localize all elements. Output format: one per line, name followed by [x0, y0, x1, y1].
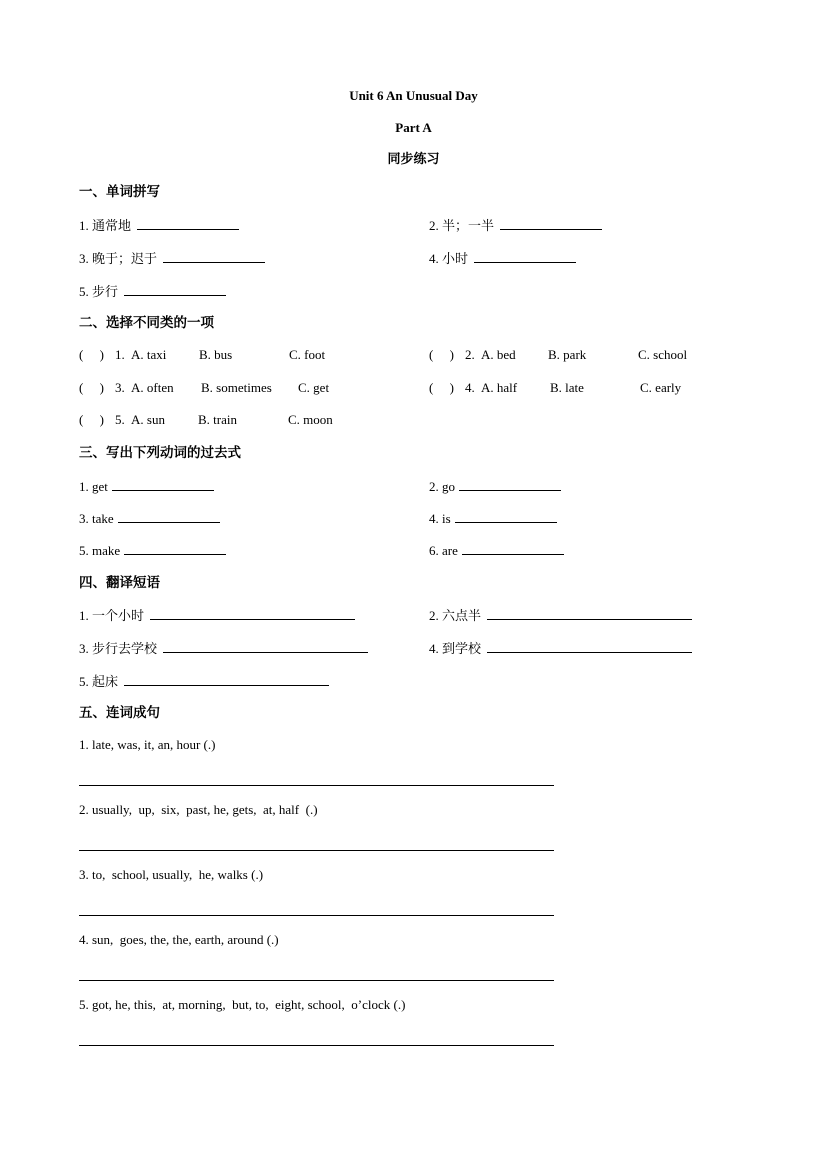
s1-item-5-text: 步行 — [92, 285, 119, 300]
s2-item-2-a: A. bed — [481, 347, 516, 362]
s1-item-3-text: 晚于；迟于 — [92, 252, 158, 267]
s3-item-5 — [79, 542, 226, 559]
s2-item-2-paren[interactable]: ( ) — [429, 347, 454, 362]
s2-item-2 — [429, 347, 475, 363]
s1-item-5 — [79, 283, 226, 301]
s4-item-5-blank[interactable] — [124, 673, 329, 686]
s4-item-5 — [79, 673, 329, 691]
s1-item-3-num: 3. — [79, 251, 89, 266]
s4-item-2 — [429, 607, 692, 625]
s4-item-4 — [429, 640, 692, 658]
section2-heading: 二、选择不同类的一项 — [79, 315, 214, 331]
s3-item-4-label: 4. is — [429, 511, 451, 526]
s3-item-5-blank[interactable] — [124, 542, 226, 555]
section4-heading: 四、翻译短语 — [79, 575, 160, 591]
s4-item-1-num: 1. — [79, 608, 89, 623]
s1-item-4-num: 4. — [429, 251, 439, 266]
s4-item-4-blank[interactable] — [487, 640, 692, 653]
s3-item-1-blank[interactable] — [112, 478, 214, 491]
s2-item-4-c: C. early — [640, 380, 682, 395]
s4-item-2-num: 2. — [429, 608, 439, 623]
s4-item-2-blank[interactable] — [487, 607, 692, 620]
s4-item-5-text: 起床 — [92, 675, 119, 690]
s2-item-4 — [429, 380, 475, 396]
s1-item-3 — [79, 250, 265, 268]
s2-item-5-c: C. moon — [288, 412, 333, 427]
s2-item-2-c: C. school — [638, 347, 688, 362]
s3-item-4 — [429, 510, 557, 527]
s2-item-1-num: 1. — [115, 347, 125, 362]
section3-heading: 三、写出下列动词的过去式 — [79, 445, 241, 461]
s1-item-4 — [429, 250, 576, 268]
s1-item-4-text: 小时 — [442, 252, 469, 267]
s1-item-5-blank[interactable] — [124, 283, 226, 296]
s5-item-1-prompt: 1. late, was, it, an, hour (.) — [79, 737, 216, 752]
s3-item-3-label: 3. take — [79, 511, 114, 526]
s1-item-2-blank[interactable] — [500, 217, 602, 230]
s4-item-4-text: 到学校 — [442, 642, 482, 657]
s1-item-2-text: 半；一半 — [442, 219, 495, 234]
s2-item-3 — [79, 380, 125, 396]
section5-heading: 五、连词成句 — [79, 705, 160, 721]
s1-item-1-blank[interactable] — [137, 217, 239, 230]
document-title: Unit 6 An Unusual Day — [349, 88, 478, 103]
s2-item-3-paren[interactable]: ( ) — [79, 380, 104, 395]
s3-item-2-blank[interactable] — [459, 478, 561, 491]
s4-item-1-blank[interactable] — [150, 607, 355, 620]
s5-item-4-prompt: 4. sun, goes, the, the, earth, around (.) — [79, 932, 279, 947]
s2-item-5-paren[interactable]: ( ) — [79, 412, 104, 427]
s5-item-5-answer-line[interactable] — [79, 1045, 554, 1046]
s2-item-1 — [79, 347, 125, 363]
s1-item-2-num: 2. — [429, 218, 439, 233]
s4-item-3-text: 步行去学校 — [92, 642, 158, 657]
s1-item-1-num: 1. — [79, 218, 89, 233]
document-subtitle: 同步练习 — [387, 152, 440, 167]
s2-item-3-a: A. often — [131, 380, 174, 395]
s1-item-1-text: 通常地 — [92, 219, 132, 234]
s2-item-4-b: B. late — [550, 380, 584, 395]
s2-item-1-b: B. bus — [199, 347, 233, 362]
s2-item-3-b: B. sometimes — [201, 380, 272, 395]
s2-item-3-num: 3. — [115, 380, 125, 395]
s5-item-5-prompt: 5. got, he, this, at, morning, but, to, eight, school, o’clock (.) — [79, 997, 406, 1012]
s4-item-1 — [79, 607, 355, 625]
s4-item-3-blank[interactable] — [163, 640, 368, 653]
s3-item-6-label: 6. are — [429, 543, 458, 558]
s2-item-2-b: B. park — [548, 347, 587, 362]
s1-item-5-num: 5. — [79, 284, 89, 299]
s3-item-6-blank[interactable] — [462, 542, 564, 555]
s5-item-2-answer-line[interactable] — [79, 850, 554, 851]
s5-item-1-answer-line[interactable] — [79, 785, 554, 786]
s2-item-5-a: A. sun — [131, 412, 165, 427]
s2-item-1-a: A. taxi — [131, 347, 167, 362]
s3-item-2 — [429, 478, 561, 495]
s3-item-6 — [429, 542, 564, 559]
s2-item-3-c: C. get — [298, 380, 330, 395]
s2-item-4-a: A. half — [481, 380, 518, 395]
s4-item-2-text: 六点半 — [442, 609, 482, 624]
section1-heading: 一、单词拼写 — [79, 184, 160, 200]
s5-item-3-answer-line[interactable] — [79, 915, 554, 916]
s3-item-4-blank[interactable] — [455, 510, 557, 523]
s1-item-2 — [429, 217, 602, 235]
s3-item-2-label: 2. go — [429, 479, 455, 494]
s1-item-4-blank[interactable] — [474, 250, 576, 263]
s2-item-4-paren[interactable]: ( ) — [429, 380, 454, 395]
s5-item-2-prompt: 2. usually, up, six, past, he, gets, at, half (.) — [79, 802, 318, 817]
s2-item-2-num: 2. — [465, 347, 475, 362]
s2-item-4-num: 4. — [465, 380, 475, 395]
s3-item-1 — [79, 478, 214, 495]
s5-item-3-prompt: 3. to, school, usually, he, walks (.) — [79, 867, 264, 882]
s3-item-5-label: 5. make — [79, 543, 121, 558]
s4-item-3-num: 3. — [79, 641, 89, 656]
s4-item-1-text: 一个小时 — [92, 609, 145, 624]
s1-item-3-blank[interactable] — [163, 250, 265, 263]
s3-item-3 — [79, 510, 220, 527]
s2-item-5 — [79, 412, 125, 428]
s4-item-3 — [79, 640, 368, 658]
s4-item-5-num: 5. — [79, 674, 89, 689]
s4-item-4-num: 4. — [429, 641, 439, 656]
s3-item-3-blank[interactable] — [118, 510, 220, 523]
s2-item-5-num: 5. — [115, 412, 125, 427]
s3-item-1-label: 1. get — [79, 479, 108, 494]
s2-item-5-b: B. train — [198, 412, 237, 427]
s2-item-1-c: C. foot — [289, 347, 326, 362]
document-part: Part A — [395, 120, 432, 135]
s1-item-1 — [79, 217, 239, 235]
s5-item-4-answer-line[interactable] — [79, 980, 554, 981]
s2-item-1-paren[interactable]: ( ) — [79, 347, 104, 362]
